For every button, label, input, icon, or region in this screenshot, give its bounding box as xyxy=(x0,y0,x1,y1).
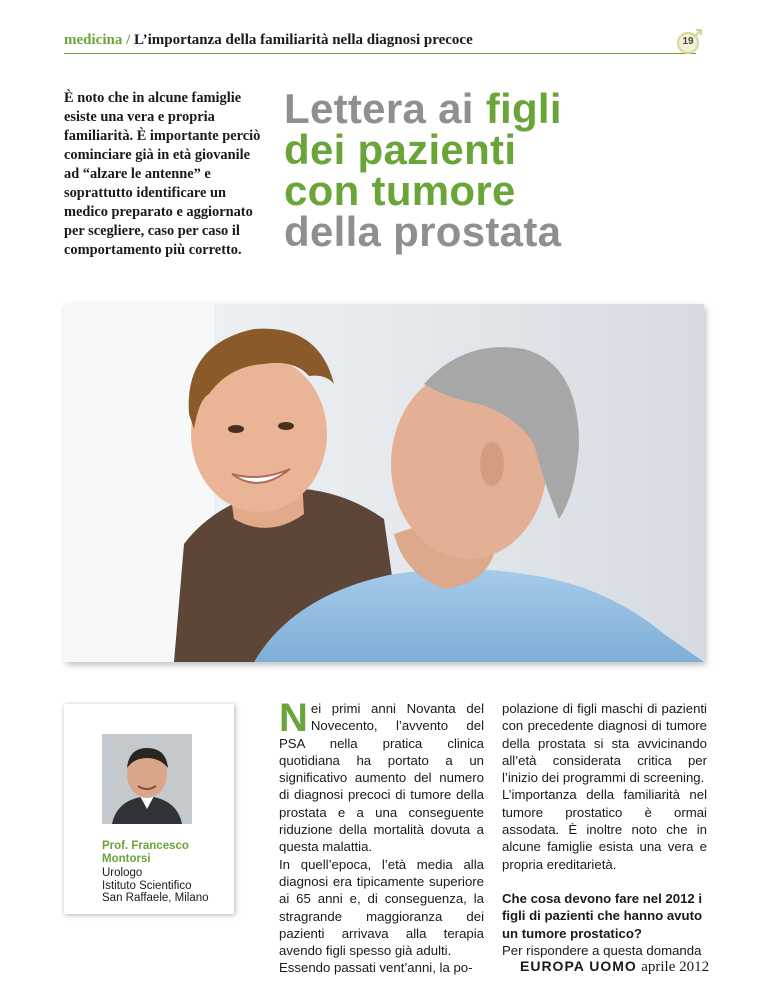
article-column-2 xyxy=(502,700,707,959)
title-line2: dei pazienti xyxy=(284,126,517,173)
paragraph: L’importanza della familiarità nel tumore prostatico è ormai assodata. È inoltre noto che in alcune famiglie esista una vera e propria ereditarietà. xyxy=(502,787,707,872)
main-photo xyxy=(64,304,704,662)
header-separator: / xyxy=(126,32,131,48)
page-number: 19 xyxy=(682,36,694,47)
author-role: Urologo xyxy=(102,867,143,879)
author-card xyxy=(64,704,234,914)
title-line3: con tumore xyxy=(284,167,516,214)
footer-brand: EUROPA UOMO xyxy=(520,958,637,974)
author-location: San Raffaele, Milano xyxy=(102,892,209,904)
header-title: L’importanza della familiarità nella diagnosi precoce xyxy=(134,32,473,48)
title-line4: della prostata xyxy=(284,208,562,255)
intro-text: È noto che in alcune famiglie esiste una vera e propria familiarità. È importante perciò cominciare già in età giovanile ad “alzare le antenne” e soprattutto identificare un medico preparato e aggiornato per scegliere, caso per caso il comportamento più corretto. xyxy=(64,90,261,258)
paragraph: Essendo passati vent’anni, la po- xyxy=(279,960,473,976)
title-line1-green: figli xyxy=(485,85,562,132)
author-info xyxy=(102,867,232,905)
author-photo xyxy=(102,734,192,824)
drop-cap: N xyxy=(279,696,308,740)
article-title xyxy=(284,85,744,255)
running-header xyxy=(64,28,704,58)
author-institute: Istituto Scientifico xyxy=(102,879,192,892)
header-rule xyxy=(64,53,696,54)
paragraph-text: ei primi anni Novanta del Novecento, l’avvento del PSA nella pratica clinica quotidiana ha portato a un significativo aumento del numero di diagnosi precoci di tumore della prostata e a una conseguente riduzione della mortalità dovuta a questa malattia. xyxy=(279,701,484,855)
subheading: Che cosa devono fare nel 2012 i figli di pazienti che hanno avuto un tumore prostatico? xyxy=(502,890,703,941)
paragraph: Per rispondere a questa domanda xyxy=(502,942,702,958)
title-line1-grey: Lettera ai xyxy=(284,85,486,132)
header-text xyxy=(64,32,473,49)
father-son-photo xyxy=(64,304,704,662)
footer-date: aprile 2012 xyxy=(641,959,710,975)
author-name: Prof. Francesco Montorsi xyxy=(102,840,189,865)
footer xyxy=(520,958,710,976)
article-column-1 xyxy=(279,696,484,977)
header-section: medicina xyxy=(64,32,123,48)
page-number-badge xyxy=(676,28,704,56)
paragraph xyxy=(279,696,484,856)
author-portrait-icon xyxy=(102,734,192,824)
paragraph: polazione di figli maschi di pazienti con precedente diagnosi di tumore della prostata si sta avvicinando all’età considerata critica per l’inizio dei programmi di screening. xyxy=(502,701,707,786)
paragraph: In quell’epoca, l’età media alla diagnosi era tipicamente superiore ai 65 anni e, di conseguenza, la stragrande maggioranza dei pazienti arrivava alla terapia avendo figli spesso già adulti. xyxy=(279,856,484,959)
